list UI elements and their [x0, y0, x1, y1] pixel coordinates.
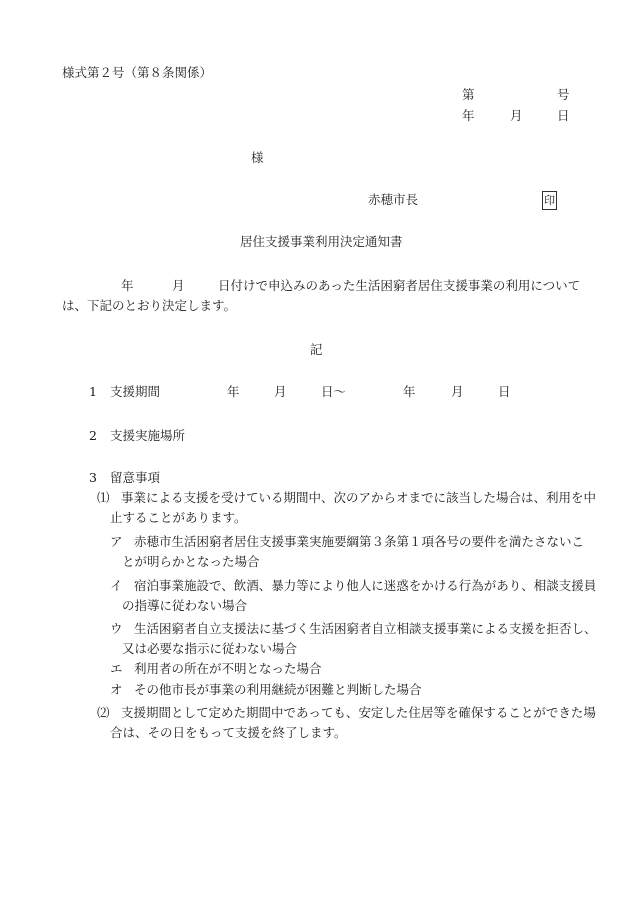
seal-stamp: 印	[542, 191, 557, 210]
item3-number: 3	[89, 470, 97, 485]
sub2-line2: 合は、その日をもって支援を終了します。	[110, 725, 347, 740]
point-e-line1: 利用者の所在が不明となった場合	[134, 661, 322, 676]
document-title: 居住支援事業利用決定通知書	[240, 234, 403, 249]
item1-label: 支援期間	[110, 384, 161, 399]
sub2-number: ⑵	[97, 705, 110, 720]
doc-number-prefix: 第	[462, 87, 475, 102]
body-month: 月	[172, 278, 185, 293]
item1-to-day: 日	[498, 384, 511, 399]
sub1-line2: 止することがあります。	[110, 510, 247, 525]
point-a-line2: とが明らかとなった場合	[122, 554, 260, 569]
point-a-line1: 赤穂市生活困窮者居住支援事業実施要綱第３条第１項各号の要件を満たさないこ	[134, 534, 585, 549]
body-year: 年	[121, 278, 134, 293]
point-o-line1: その他市長が事業の利用継続が困難と判断した場合	[134, 682, 422, 697]
item2-number: 2	[89, 428, 97, 443]
date-month: 月	[510, 108, 523, 123]
item1-number: 1	[89, 384, 97, 399]
date-day: 日	[557, 108, 570, 123]
ki-heading: 記	[310, 342, 323, 357]
item1-to-month: 月	[451, 384, 464, 399]
point-u-line1: 生活困窮者自立支援法に基づく生活困窮者自立相談支援事業による支援を拒否し、	[134, 621, 597, 636]
point-e-mark: エ	[110, 661, 123, 676]
point-a-mark: ア	[110, 534, 123, 549]
doc-number-suffix: 号	[557, 87, 570, 102]
point-u-mark: ウ	[110, 621, 123, 636]
point-i-line2: の指導に従わない場合	[122, 598, 248, 613]
sub1-line1: 事業による支援を受けている期間中、次のアからオまでに該当した場合は、利用を中	[121, 490, 597, 505]
point-i-line1: 宿泊事業施設で、飲酒、暴力等により他人に迷惑をかける行為があり、相談支援員	[134, 578, 597, 593]
issuer-name: 赤穂市長	[368, 192, 419, 207]
body-line2: は、下記のとおり決定します。	[62, 298, 237, 313]
item1-to-year: 年	[403, 384, 416, 399]
item2-label: 支援実施場所	[110, 428, 186, 443]
body-line1: 日付けで申込みのあった生活困窮者居住支援事業の利用について	[218, 278, 581, 293]
date-year: 年	[462, 108, 475, 123]
sub2-line1: 支援期間として定めた期間中であっても、安定した住居等を確保することができた場	[121, 705, 596, 720]
item3-label: 留意事項	[110, 470, 161, 485]
sub1-number: ⑴	[97, 490, 110, 505]
item1-from-year: 年	[227, 384, 240, 399]
form-label: 様式第２号（第８条関係）	[62, 65, 213, 80]
point-o-mark: オ	[110, 682, 123, 697]
point-i-mark: イ	[110, 578, 123, 593]
point-u-line2: 又は必要な指示に従わない場合	[122, 641, 298, 656]
recipient-honorific: 様	[251, 150, 264, 165]
item1-from-day: 日～	[321, 384, 347, 399]
item1-from-month: 月	[274, 384, 287, 399]
